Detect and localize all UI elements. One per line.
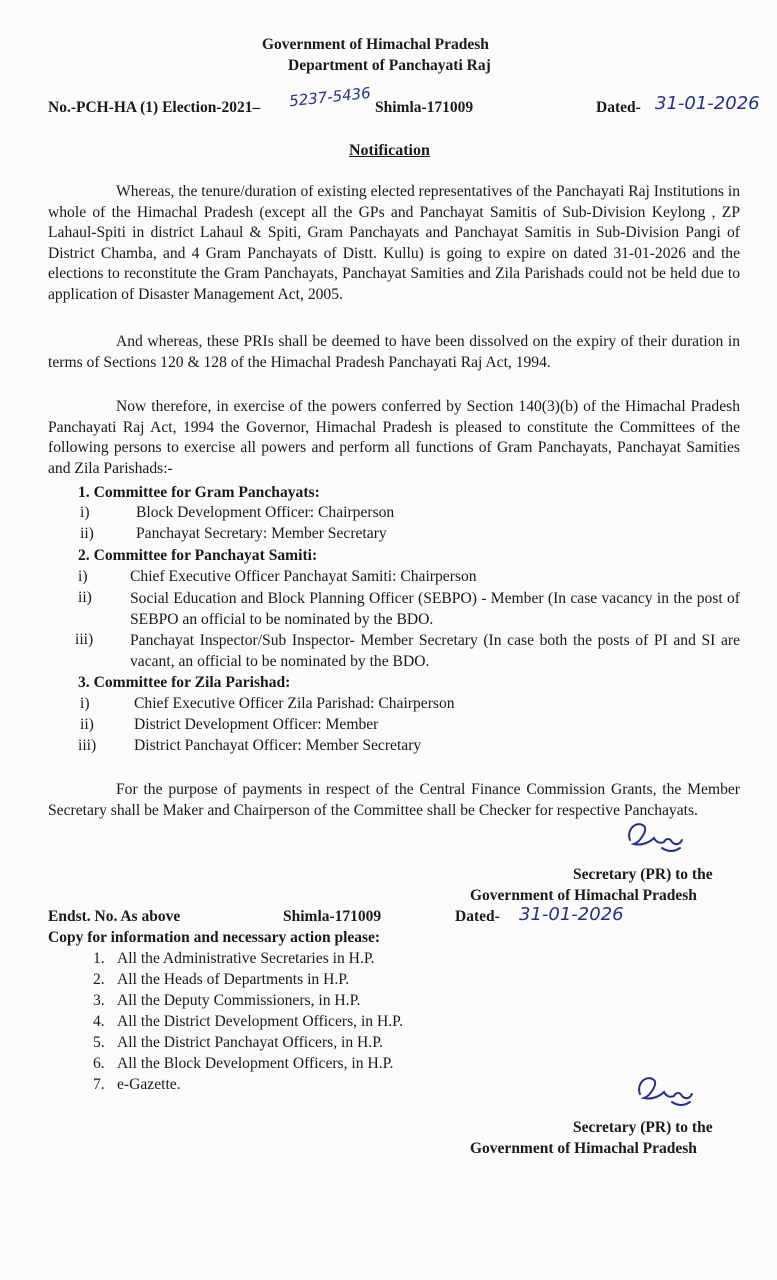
item-text: All the Heads of Departments in H.P. — [117, 971, 350, 988]
item-text: Panchayat Secretary: Member Secretary — [136, 525, 387, 542]
committee-heading-zila-parishad: 3. Committee for Zila Parishad: — [78, 674, 291, 691]
item-number: 7. — [93, 1076, 105, 1093]
item-number: i) — [80, 695, 90, 712]
endorsement-dated-label: Dated- — [455, 908, 500, 925]
dated-label: Dated- — [596, 99, 641, 116]
signatory-government: Government of Himachal Pradesh — [470, 887, 697, 904]
endorsement-number: Endst. No. As above — [48, 908, 181, 925]
item-text: e-Gazette. — [117, 1076, 181, 1093]
item-text: Panchayat Inspector/Sub Inspector- Member Secretary (In case both the posts of PI and SI are vacant, an official to be nominated by the BDO. — [130, 632, 740, 670]
item-number: ii) — [80, 716, 94, 733]
item-number: ii) — [80, 525, 94, 542]
endorsement-handwritten-date: 31-01-2026 — [519, 904, 624, 925]
item-number: 6. — [93, 1055, 105, 1072]
item-number: i) — [80, 504, 90, 521]
item-number: 1. — [93, 950, 105, 967]
signatory-government: Government of Himachal Pradesh — [470, 1140, 697, 1157]
handwritten-dispatch-number: 5237-5436 — [288, 83, 372, 111]
notification-title: Notification — [349, 142, 430, 159]
item-text: District Development Officer: Member — [134, 716, 379, 733]
paragraph-payments: For the purpose of payments in respect of the Central Finance Commission Grants, the Member Secretary shall be Maker and Chairperson of the Committee shall be Checker for respective Panchayats. — [48, 781, 740, 819]
government-heading: Government of Himachal Pradesh — [262, 36, 489, 53]
item-text: District Panchayat Officer: Member Secretary — [134, 737, 422, 754]
item-text: Block Development Officer: Chairperson — [136, 504, 395, 521]
signature-mark — [632, 1066, 702, 1114]
item-number: 5. — [93, 1034, 105, 1051]
reference-place: Shimla-171009 — [375, 99, 474, 116]
item-text: All the District Panchayat Officers, in H.P. — [117, 1034, 384, 1051]
item-text: Social Education and Block Planning Officer (SEBPO) - Member (In case vacancy in the post of SEBPO an official to be nominated by the BDO. — [130, 590, 740, 628]
item-number: iii) — [75, 631, 94, 648]
committee-heading-panchayat-samiti: 2. Committee for Panchayat Samiti: — [78, 547, 318, 564]
signature-mark — [622, 812, 692, 860]
list-item — [0, 589, 777, 631]
copy-heading: Copy for information and necessary action please: — [48, 929, 381, 946]
paragraph-and-whereas: And whereas, these PRIs shall be deemed to have been dissolved on the expiry of their duration in terms of Sections 120 & 128 of the Himachal Pradesh Panchayati Raj Act, 1994. — [48, 333, 740, 371]
item-number: 4. — [93, 1013, 105, 1030]
item-number: 3. — [93, 992, 105, 1009]
endorsement-place: Shimla-171009 — [283, 908, 382, 925]
reference-number: No.-PCH-HA (1) Election-2021– — [48, 99, 261, 116]
item-text: All the Block Development Officers, in H.P. — [117, 1055, 394, 1072]
item-text: All the District Development Officers, in H.P. — [117, 1013, 403, 1030]
department-heading: Department of Panchayati Raj — [288, 57, 491, 74]
signatory-title: Secretary (PR) to the — [573, 866, 713, 883]
item-text: All the Deputy Commissioners, in H.P. — [117, 992, 361, 1009]
item-number: 2. — [93, 971, 105, 988]
item-number: iii) — [78, 737, 97, 754]
item-text: Chief Executive Officer Panchayat Samiti: Chairperson — [130, 568, 477, 585]
item-number: ii) — [78, 589, 92, 606]
item-number: i) — [78, 568, 88, 585]
paragraph-whereas: Whereas, the tenure/duration of existing elected representatives of the Panchayati Raj Institutions in whole of the Himachal Pradesh (except all the GPs and Panchayat Samitis of Sub-Division Keylong , ZP Lahaul-Spiti in district Lahaul & Spiti, Gram Panchayats and Panchayat Samitis in Sub-Division Pangi of District Chamba, and 4 Gram Panchayats of Distt. Kullu) is going to expire on dated 31-01-2026 and the elections to reconstitute the Gram Panchayats, Panchayat Samities and Zila Parishads could not be held due to application of Disaster Management Act, 2005. — [48, 183, 740, 303]
paragraph-now-therefore: Now therefore, in exercise of the powers conferred by Section 140(3)(b) of the Himachal Pradesh Panchayati Raj Act, 1994 the Governor, Himachal Pradesh is pleased to constitute the Committees of the following persons to exercise all powers and perform all functions of Gram Panchayats, Panchayat Samities and Zila Parishads:- — [48, 398, 740, 477]
list-item — [0, 631, 777, 673]
item-text: Chief Executive Officer Zila Parishad: Chairperson — [134, 695, 455, 712]
committee-heading-gram-panchayats: 1. Committee for Gram Panchayats: — [78, 484, 320, 501]
handwritten-date: 31-01-2026 — [655, 93, 760, 114]
signatory-title: Secretary (PR) to the — [573, 1119, 713, 1136]
item-text: All the Administrative Secretaries in H.P. — [117, 950, 375, 967]
